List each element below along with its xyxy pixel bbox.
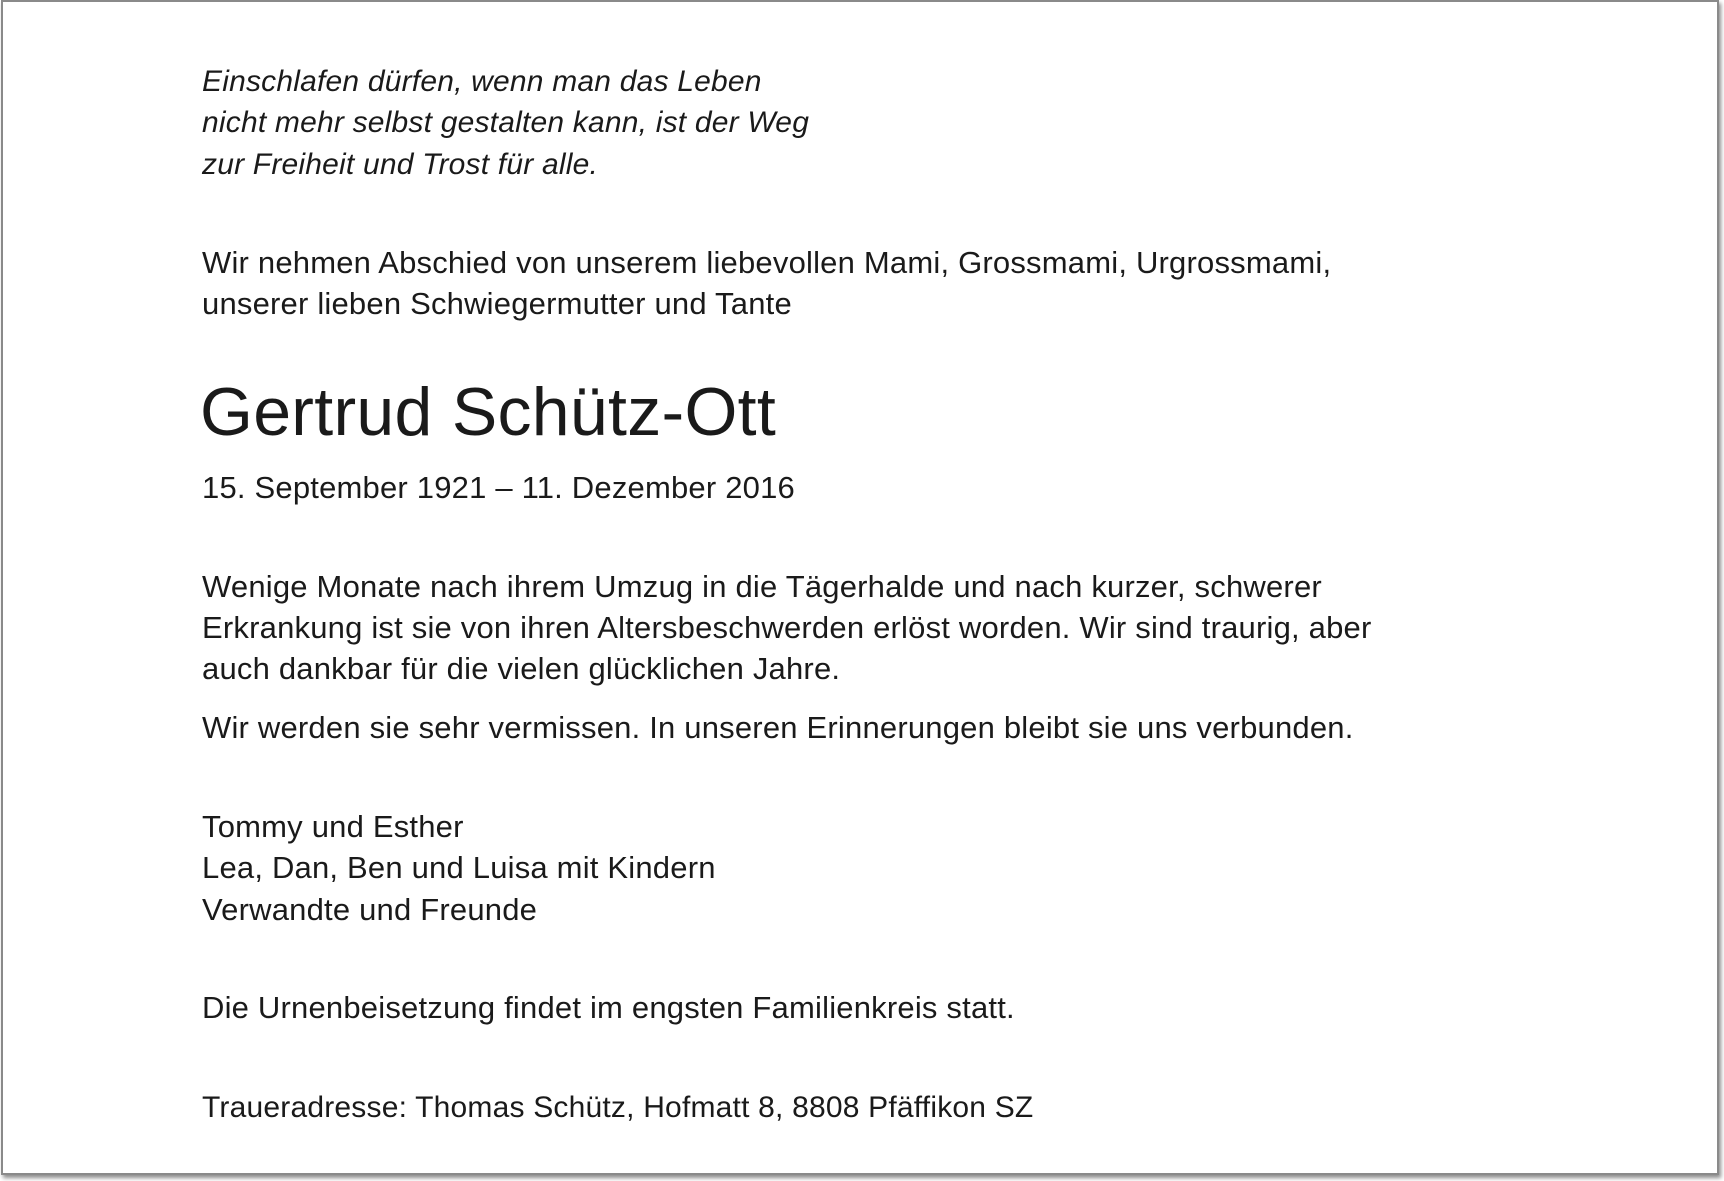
- life-dates: 15. September 1921 – 11. Dezember 2016: [202, 470, 795, 505]
- motto-line: nicht mehr selbst gestalten kann, ist der Weg: [202, 106, 810, 139]
- message-line: Wenige Monate nach ihrem Umzug in die Tägerhalde und nach kurzer, schwerer: [202, 569, 1322, 604]
- funeral-note: Die Urnenbeisetzung findet im engsten Familienkreis statt.: [202, 990, 1015, 1025]
- motto-line: zur Freiheit und Trost für alle.: [202, 148, 598, 181]
- message-line: Wir werden sie sehr vermissen. In unseren Erinnerungen bleibt sie uns verbunden.: [202, 710, 1354, 745]
- mourning-address: Traueradresse: Thomas Schütz, Hofmatt 8, 8808 Pfäffikon SZ: [202, 1091, 1034, 1124]
- mourner-entry: Tommy und Esther: [202, 809, 464, 844]
- motto-line: Einschlafen dürfen, wenn man das Leben: [202, 65, 762, 98]
- obituary-card: [1, 0, 1719, 1175]
- mourner-entry: Lea, Dan, Ben und Luisa mit Kindern: [202, 850, 716, 885]
- message-line: auch dankbar für die vielen glücklichen Jahre.: [202, 651, 841, 686]
- intro-line: unserer lieben Schwiegermutter und Tante: [202, 286, 792, 321]
- intro-line: Wir nehmen Abschied von unserem liebevollen Mami, Grossmami, Urgrossmami,: [202, 245, 1332, 280]
- mourner-entry: Verwandte und Freunde: [202, 892, 538, 927]
- deceased-name: Gertrud Schütz-Ott: [200, 374, 777, 450]
- message-line: Erkrankung ist sie von ihren Altersbeschwerden erlöst worden. Wir sind traurig, aber: [202, 610, 1372, 645]
